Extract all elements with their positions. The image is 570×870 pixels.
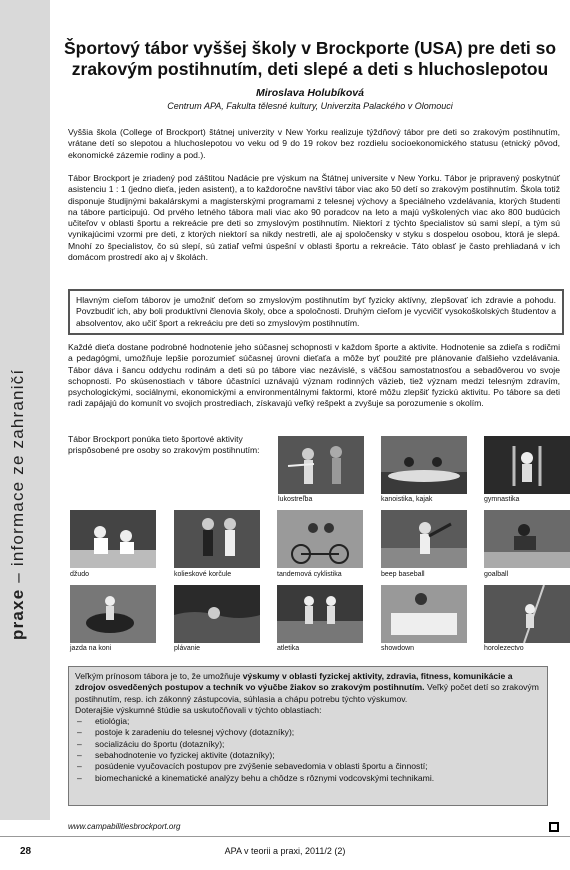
caption-athletics: atletika	[277, 645, 300, 652]
photo-goalball	[484, 510, 570, 568]
section-sidebar	[0, 0, 50, 820]
caption-archery: lukostreľba	[278, 496, 313, 503]
caption-judo: džudo	[70, 571, 90, 578]
caption-beep-baseball: beep baseball	[381, 571, 425, 578]
photo-gymnastics	[484, 436, 570, 494]
photo-horse-riding	[70, 585, 156, 643]
section-label-rest: – informace ze zahraničí	[8, 368, 27, 589]
research-summary	[75, 671, 541, 705]
caption-goalball: goalball	[484, 571, 509, 578]
photo-showdown	[381, 585, 467, 643]
photo-canoeing	[381, 436, 467, 494]
caption-swimming: plávanie	[174, 645, 201, 652]
list-item: – posúdenie vyučovacích postupov pre zvýšenie sebavedomia v oblasti športu a činností;	[75, 761, 541, 772]
list-item: – socializáciu do športu (dotazníky);	[75, 739, 541, 750]
section-label	[8, 369, 28, 640]
goal-box: Hlavným cieľom táborov je umožniť deťom so zmyslovým postihnutím byť fyzicky aktívny, zlepšovať ich zdravie a pohodu. Povzbudiť ich, aby boli produktívni členovia školy, obce a spoločnosti. Druhým cieľom je vycvičiť vysokoškolských študentov a absolventov, ako učiť šport a rekreáciu pre deti so zmyslovým postihnutím.	[68, 289, 564, 335]
intro-paragraph: Vyššia škola (College of Brockport) štátnej univerzity v New Yorku realizuje týždňový tábor pre deti so zrakovým postihnutím, vrátane detí so slepotou a hluchoslepotou vo veku od 9 do 19 rokov bez rozdielu socioekonomického statusu (etnický pôvod, ekonomické zázemie rodiny a pod.).	[68, 127, 560, 160]
website-link[interactable]: www.campabilitiesbrockport.org	[68, 822, 181, 831]
list-item: – biomechanické a kinematické analýzy behu a chôdze s rôznymi vodcovskými technikami.	[75, 773, 541, 784]
research-list-intro: Doterajšie výskumné štúdie sa uskutočňovali v týchto oblastiach:	[75, 704, 322, 715]
page-number: 28	[20, 846, 32, 857]
list-item: – sebahodnotenie vo fyzickej aktivite (dotazníky);	[75, 750, 541, 761]
research-summary-box	[68, 666, 548, 806]
caption-climbing: horolezectvo	[484, 645, 524, 652]
caption-horse-riding: jazda na koni	[70, 645, 112, 652]
article-title: Športový tábor vyššej školy v Brockporte (USA) pre deti so zrakovým postihnutím, deti slepé a deti s hluchoslepotou	[63, 38, 557, 79]
photo-swimming	[174, 585, 260, 643]
footer-divider	[0, 836, 570, 837]
photo-climbing	[484, 585, 570, 643]
caption-gymnastics: gymnastika	[484, 496, 520, 503]
photo-tandem-cycling	[277, 510, 363, 568]
photo-archery	[278, 436, 364, 494]
author-name: Miroslava Holubíková	[256, 87, 364, 99]
summary-bold: výskumy v oblasti fyzickej aktivity, zdravia, fitness, komunikácie a zdrojov osvedčených postupov a techník vo výučbe žiakov so zrakovým postihnutím.	[75, 671, 513, 693]
list-item: – postoje k zaradeniu do telesnej výchovy (dotazníky);	[75, 727, 541, 738]
list-item: – etiológia;	[75, 716, 541, 727]
caption-showdown: showdown	[381, 645, 415, 652]
camp-description-paragraph: Tábor Brockport je zriadený pod záštitou Nadácie pre výskum na Štátnej universite v New Yorku. Tábor je pripravený poskytnúť asistenciu 1 : 1 (jedno dieťa, jeden asistent), a to každoročne navštívi tábor viac ako 50 detí so zrakovým postihnutím. Škola totiž disponuje študijnými bakalárskymi a magisterskými programami z telesnej výchovy a špeciálneho vzdelávania, ktorých študenti na tábore participujú. Od prvého letného tábora mali viac ako 90 poradcov na leto a majú vyškolených viac ako 800 budúcich učiteľov v oblasti športu a rekreácie pre deti so zmyslovým postihnutím. Niektorí z týchto špecialistov sú sami slepí, a tým sú vynikajúcimi vzormi pre deti, z ktorých niektorí sa nikdy nestretli, ale aj spoločensky v styku s dospelou osobou, ktorá je slepá. Mnohí zo špecialistov, čo sú slepí, sú zatiaľ veľmi úspešní v oblasti športu a rekreácie. Táto oblasť je často prehliadaná v ich domácom prostredí ako aj v školách.	[68, 173, 560, 263]
photo-athletics	[277, 585, 363, 643]
section-label-bold: praxe	[8, 588, 27, 640]
article-end-mark	[549, 822, 559, 832]
summary-lead: Veľkým prínosom tábora je to, že umožňuje	[75, 671, 243, 681]
research-areas-list	[75, 716, 541, 784]
photo-beep-baseball	[381, 510, 467, 568]
photo-judo	[70, 510, 156, 568]
caption-canoeing: kanoistika, kajak	[381, 496, 433, 503]
journal-footer: APA v teorii a praxi, 2011/2 (2)	[224, 846, 346, 856]
caption-rollerskating: kolieskové korčule	[174, 571, 232, 578]
author-affiliation: Centrum APA, Fakulta tělesné kultury, Univerzita Palackého v Olomouci	[167, 101, 453, 111]
evaluation-paragraph: Každé dieťa dostane podrobné hodnotenie jeho súčasnej schopnosti v každom športe a aktivite. Hodnotenie sa zdieľa s rodičmi a pedagógmi, umožňuje lepšie porozumieť súčasnej úrovni dieťaťa a môže byť použité pre plánovanie ďalšieho vzdelávania. Tábor dáva i šancu oddychu rodinám a deti sú po tábore viac nezávislé, s väčšou samostatnosťou a sebadôverou vo svoje schopnosti. Po skúsenostiach v tábore účastníci uznávajú význam rodinných väzieb, tiež význam medzi telesným zdravím, psychologickými, sociálnymi, ekonomickými a environmentálnymi faktormi, ktoré môžu zlepšiť fyzickú aktivitu. Po tábore sa deti radi zapájajú do komunít vo svojich prostrediach, získavajú veľký rešpekt a zvyšuje sa porozumenie s okolím.	[68, 342, 560, 409]
photo-rollerskating	[174, 510, 260, 568]
activities-intro: Tábor Brockport ponúka tieto športové aktivity prispôsobené pre osoby so zrakovým postihnutím:	[68, 434, 260, 456]
caption-tandem-cycling: tandemová cyklistika	[277, 571, 342, 578]
summary-rest: Veľký počet detí so zrakovým postihnutím, resp. ich zákonný zástupcovia, súhlasia a chápu potrebu týchto výskumov.	[75, 682, 539, 704]
